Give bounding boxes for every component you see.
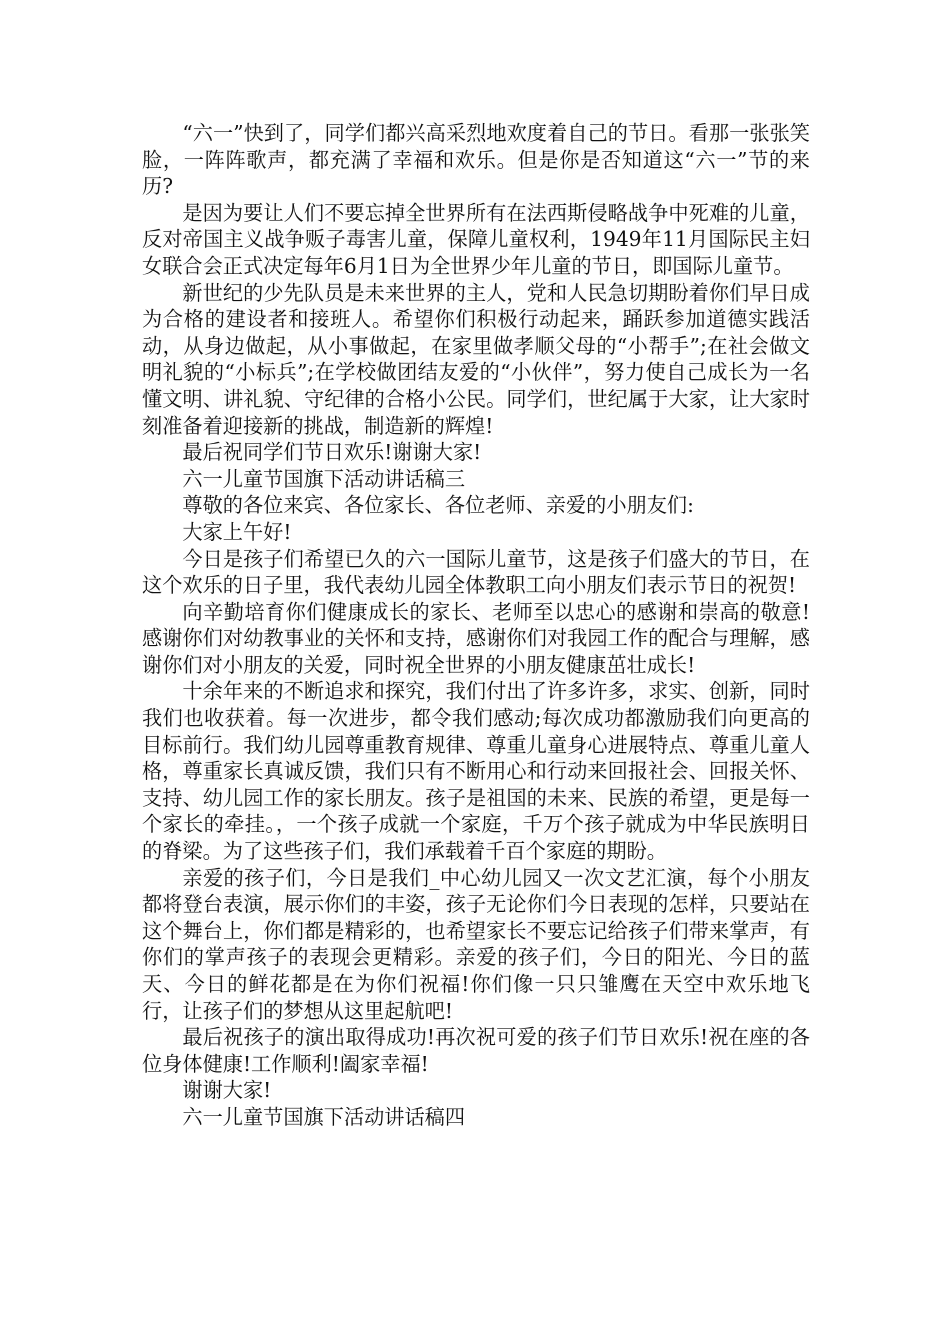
section-heading-three: 六一儿童节国旗下活动讲话稿三: [182, 466, 466, 491]
paragraph-closing-wish: 最后祝同学们节日欢乐!谢谢大家!: [182, 440, 482, 465]
section-heading-four: 六一儿童节国旗下活动讲话稿四: [182, 1104, 466, 1129]
paragraph-intro: “六一”快到了，同学们都兴高采烈地欢度着自己的节日。看那一张张笑脸，一阵阵歌声，都充满了幸福和欢乐。但是你是否知道这“六一”节的来历?: [142, 121, 810, 199]
paragraph-origin: 是因为要让人们不要忘掉全世界所有在法西斯侵略战争中死难的儿童，反对帝国主义战争贩子毒害儿童，保障儿童权利，1949年11月国际民主妇女联合会正式决定每年6月1日为全世界少年儿童的节日，即国际儿童节。: [142, 200, 810, 278]
paragraph-young-pioneers: 新世纪的少先队员是未来世界的主人，党和人民急切期盼着你们早日成为合格的建设者和接班人。希望你们积极行动起来，踊跃参加道德实践活动，从身边做起，从小事做起，在家里做孝顺父母的“小帮手”;在社会做文明礼貌的“小标兵”;在学校做团结友爱的“小伙伴”，努力使自己成长为一名懂文明、讲礼貌、守纪律的合格小公民。同学们，世纪属于大家，让大家时刻准备着迎接新的挑战，制造新的辉煌!: [142, 280, 810, 438]
paragraph-greeting: 大家上午好!: [182, 519, 292, 544]
paragraph-thanks: 向辛勤培育你们健康成长的家长、老师至以忠心的感谢和崇高的敬意!感谢你们对幼教事业的关怀和支持，感谢你们对我园工作的配合与理解，感谢你们对小朋友的关爱，同时祝全世界的小朋友健康茁壮成长!: [142, 599, 810, 677]
paragraph-celebration: 今日是孩子们希望已久的六一国际儿童节，这是孩子们盛大的节日，在这个欢乐的日子里，我代表幼儿园全体教职工向小朋友们表示节日的祝贺!: [142, 546, 810, 598]
paragraph-final-wish: 最后祝孩子的演出取得成功!再次祝可爱的孩子们节日欢乐!祝在座的各位身体健康!工作顺利!阖家幸福!: [142, 1025, 810, 1076]
document-page: [142, 120, 810, 1131]
paragraph-performance: 亲爱的孩子们，今日是我们_中心幼儿园又一次文艺汇演，每个小朋友都将登台表演，展示你们的丰姿，孩子无论你们今日表现的怎样，只要站在这个舞台上，你们都是精彩的，也希望家长不要忘记给孩子们带来掌声，有你们的掌声孩子的表现会更精彩。亲爱的孩子们，今日的阳光、今日的蓝天、今日的鲜花都是在为你们祝福!你们像一只只雏鹰在天空中欢乐地飞行，让孩子们的梦想从这里起航吧!: [142, 865, 810, 1023]
paragraph-thank-you: 谢谢大家!: [182, 1078, 272, 1103]
paragraph-progress: 十余年来的不断追求和探究，我们付出了许多许多，求实、创新，同时我们也收获着。每一次进步，都令我们感动;每次成功都激励我们向更高的目标前行。我们幼儿园尊重教育规律、尊重儿童身心进展特点、尊重儿童人格，尊重家长真诚反馈，我们只有不断用心和行动来回报社会、回报关怀、支持、幼儿园工作的家长朋友。孩子是祖国的未来、民族的希望，更是每一个家长的牵挂。，一个孩子成就一个家庭，千万个孩子就成为中华民族明日的脊梁。为了这些孩子们，我们承载着千百个家庭的期盼。: [142, 679, 810, 864]
paragraph-salutation: 尊敬的各位来宾、各位家长、各位老师、亲爱的小朋友们:: [182, 493, 694, 518]
